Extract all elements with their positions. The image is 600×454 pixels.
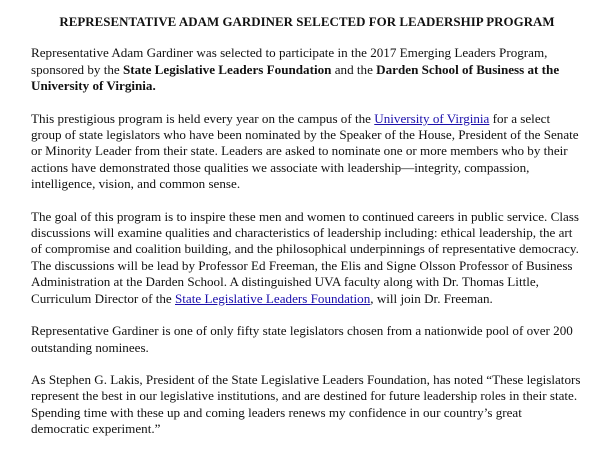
paragraph-goal-text-1: The goal of this program is to inspire these men and women to continued careers in public service. Class discussions will examine qualities and characteristics of leadership including: ethical leadership, the art of compromise and coalition building, and the philosophical underpinnings of representative democracy. The discussions will be lead by Professor Ed Freeman, the Elis and Signe Olsson Professor of Business Administration at the Darden School. A distinguished UVA faculty along with Dr. Thomas Little, Curriculum Director of the xyxy=(31,208,579,306)
paragraph-nominees: Representative Gardiner is one of only fifty state legislators chosen from a nationwide pool of over 200 outstanding nominees. xyxy=(31,323,573,355)
foundation-name-bold: State Legislative Leaders Foundation xyxy=(123,61,332,77)
press-release-document xyxy=(31,14,583,454)
paragraph-selection-text-1: Representative Adam Gardiner was selected to participate in the 2017 Emerging Leaders Program, sponsored by the xyxy=(31,45,548,77)
document-title: REPRESENTATIVE ADAM GARDINER SELECTED FOR LEADERSHIP PROGRAM xyxy=(59,15,555,29)
paragraph-program-text-1: This prestigious program is held every year on the campus of the xyxy=(31,110,375,126)
darden-school-name-bold: Darden School of Business at the University of Virginia. xyxy=(31,61,560,94)
paragraph-goal-text-2: , will join Dr. Freeman. xyxy=(370,290,493,306)
university-of-virginia-link[interactable]: University of Virginia xyxy=(374,110,490,126)
paragraph-selection xyxy=(31,45,583,94)
state-legislative-leaders-foundation-link[interactable]: State Legislative Leaders Foundation xyxy=(175,290,371,306)
paragraph-quote: As Stephen G. Lakis, President of the State Legislative Leaders Foundation, has noted “These legislators represent the best in our legislative institutions, and are destined for future leadership roles in their state. Spending time with these up and coming leaders renews my confidence in our country’s great democratic experiment.” xyxy=(31,371,581,437)
paragraph-selection-text-2: and the xyxy=(331,61,377,77)
paragraph-program-text-2: for a select group of state legislators who have been nominated by the Speaker of the House, President of the Senate or Minority Leader from their state. Leaders are asked to nominate one or more members who by their actions have demonstrated those qualities we associate with leadership—integrity, compassion, intelligence, vision, and common sense. xyxy=(31,110,579,192)
paragraph-goal xyxy=(31,209,583,307)
paragraph-program xyxy=(31,111,583,193)
